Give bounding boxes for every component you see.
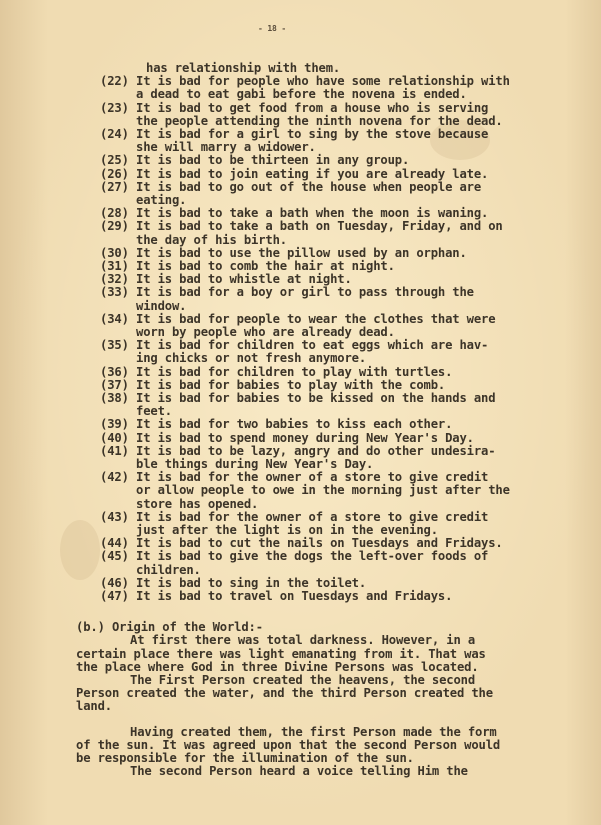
item-number: (33): [100, 285, 129, 300]
item-text-line: It is bad to travel on Tuesdays and Fridays.: [136, 589, 453, 603]
paragraph-line: The First Person created the heavens, the second: [130, 673, 475, 687]
paragraph-line: Person created the water, and the third Person created the: [76, 686, 493, 701]
section-heading: (b.) Origin of the World:-: [76, 620, 263, 635]
item-number: (35): [100, 338, 129, 353]
item-text-line: It is bad to comb the hair at night.: [136, 259, 395, 273]
item-text-line: store has opened.: [136, 496, 259, 511]
item-number: (43): [100, 509, 129, 524]
item-text-line: the day of his birth.: [136, 232, 287, 247]
item-number: (46): [100, 575, 129, 590]
item-number: (42): [100, 470, 129, 485]
item-text-line: It is bad to cut the nails on Tuesdays and Fridays.: [136, 536, 503, 551]
item-text-line: It is bad to use the pillow used by an orphan.: [136, 245, 467, 260]
paragraph-line: Having created them, the first Person made the form: [130, 724, 497, 739]
item-text-line: It is bad to whistle at night.: [136, 272, 352, 287]
item-text-line: It is bad to join eating if you are already late.: [136, 166, 489, 181]
item-text-line: It is bad for two babies to kiss each other.: [136, 417, 453, 432]
item-text-line: It is bad to be thirteen in any group.: [136, 153, 410, 168]
page-number: - 18 -: [258, 24, 286, 33]
paragraph-line: At first there was total darkness. However, in a: [130, 633, 475, 648]
item-text-line: window.: [136, 298, 187, 313]
item-number: (44): [100, 536, 129, 551]
item-number: (38): [100, 391, 129, 405]
item-number: (31): [100, 259, 129, 273]
item-number: (30): [100, 245, 129, 260]
item-text-line: children.: [136, 562, 201, 577]
item-text-line: the people attending the ninth novena for the dead.: [136, 113, 503, 128]
item-number: (23): [100, 100, 129, 115]
item-number: (34): [100, 311, 129, 326]
item-number: (27): [100, 179, 129, 194]
item-text-line: It is bad for babies to be kissed on the hands and: [136, 391, 496, 405]
item-text-line: It is bad for the owner of a store to give credit: [136, 509, 489, 524]
item-number: (36): [100, 364, 129, 379]
item-number: (32): [100, 272, 129, 287]
item-text-line: It is bad for babies to play with the comb.: [136, 377, 446, 392]
item-number: (37): [100, 377, 129, 392]
item-text-line: she will marry a widower.: [136, 140, 316, 155]
paragraph-line: certain place there was light emanating from it. That was: [76, 646, 486, 661]
item-number: (41): [100, 443, 129, 458]
item-text-line: It is bad for the owner of a store to give credit: [136, 470, 489, 485]
item-text-line: just after the light is on in the evening.: [136, 523, 438, 537]
item-text-line: It is bad for a boy or girl to pass through the: [136, 285, 474, 300]
item-number: (39): [100, 417, 129, 432]
item-text-line: It is bad for children to eat eggs which are hav-: [136, 338, 489, 353]
item-number: (25): [100, 153, 129, 168]
item-number: (40): [100, 430, 129, 445]
paragraph-line: of the sun. It was agreed upon that the second Person would: [76, 737, 501, 752]
item-text-line: It is bad for children to play with turtles.: [136, 364, 453, 379]
item-text-line: eating.: [136, 193, 187, 207]
item-text-line: It is bad for a girl to sing by the stove because: [136, 127, 489, 141]
item-number: (26): [100, 166, 129, 181]
item-number: (24): [100, 127, 129, 141]
paragraph-line: be responsible for the illumination of the sun.: [76, 751, 414, 765]
item-text-line: ble things during New Year's Day.: [136, 457, 374, 471]
item-number: (29): [100, 219, 129, 234]
item-text-line: It is bad to be lazy, angry and do other undesira-: [136, 443, 496, 458]
item-text-line: It is bad to sing in the toilet.: [136, 575, 366, 590]
item-number: (22): [100, 74, 129, 89]
item-text-line: It is bad to take a bath on Tuesday, Friday, and on: [136, 219, 503, 234]
paragraph-line: land.: [76, 699, 112, 714]
item-text-line: It is bad to give the dogs the left-over foods of: [136, 549, 489, 564]
item-text-line: ing chicks or not fresh anymore.: [136, 351, 366, 366]
item-text-line: or allow people to owe in the morning just after the: [136, 483, 510, 498]
item-text-line: It is bad to get food from a house who is serving: [136, 100, 489, 115]
item-text-line: worn by people who are already dead.: [136, 325, 395, 339]
paragraph-line: the place where God in three Divine Persons was located.: [76, 659, 479, 674]
item-number: (45): [100, 549, 129, 564]
continuation-line: has relationship with them.: [146, 61, 341, 75]
item-text-line: It is bad to take a bath when the moon is waning.: [136, 206, 489, 221]
paragraph-line: The second Person heard a voice telling Him the: [130, 764, 468, 779]
item-text-line: It is bad to go out of the house when people are: [136, 179, 481, 194]
item-text-line: a dead to eat gabi before the novena is ended.: [136, 87, 467, 102]
item-number: (28): [100, 206, 129, 221]
item-text-line: It is bad to spend money during New Year's Day.: [136, 430, 474, 445]
item-text-line: feet.: [136, 404, 172, 419]
item-number: (47): [100, 589, 129, 603]
item-text-line: It is bad for people to wear the clothes that were: [136, 311, 496, 326]
item-text-line: It is bad for people who have some relationship with: [136, 74, 510, 89]
